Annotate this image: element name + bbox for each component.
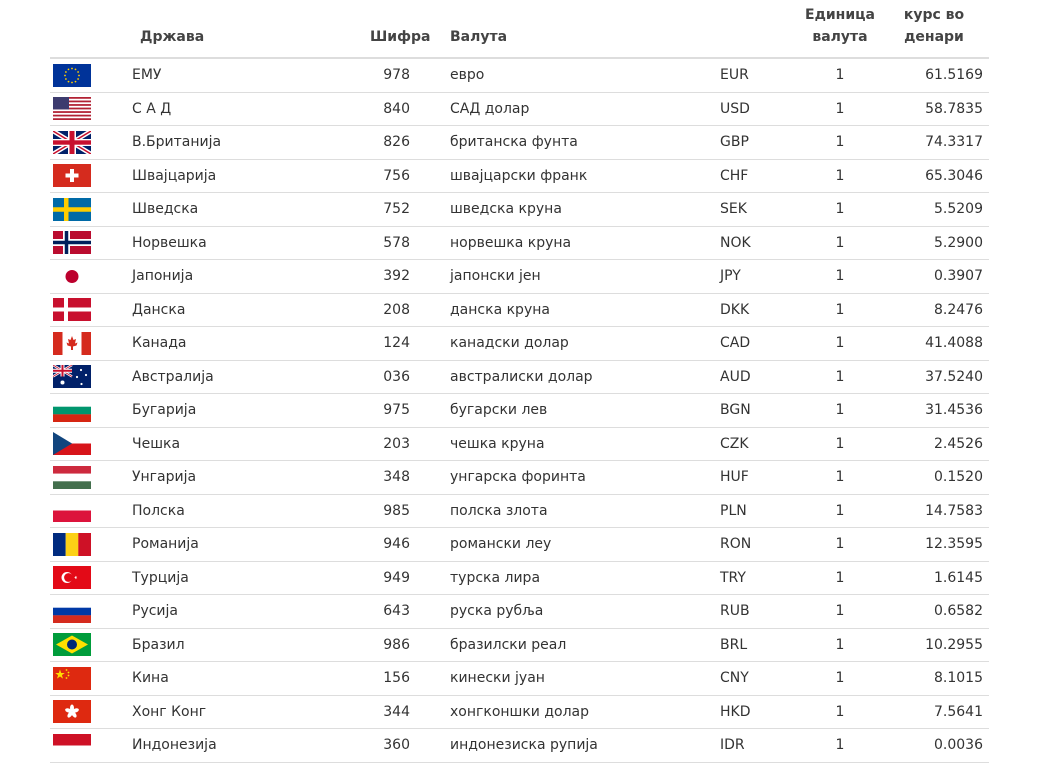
- iso-cell: EUR: [720, 58, 795, 92]
- header-iso: [720, 0, 795, 58]
- table-row: [50, 92, 989, 126]
- table-row: [50, 126, 989, 160]
- iso-cell: NOK: [720, 226, 795, 260]
- country-cell: С А Д: [122, 92, 340, 126]
- unit-cell: 1: [795, 662, 885, 696]
- unit-cell: 1: [795, 628, 885, 662]
- code-cell: 156: [340, 662, 430, 696]
- tr-flag-icon: [53, 566, 91, 589]
- rate-cell: 58.7835: [885, 92, 989, 126]
- rate-cell: 5.2900: [885, 226, 989, 260]
- iso-cell: GBP: [720, 126, 795, 160]
- table-row: [50, 628, 989, 662]
- unit-cell: 1: [795, 427, 885, 461]
- iso-cell: BGN: [720, 394, 795, 428]
- country-cell: Австралија: [122, 360, 340, 394]
- table-row: [50, 729, 989, 763]
- flag-cell: [50, 729, 122, 763]
- unit-cell: 1: [795, 695, 885, 729]
- flag-cell: [50, 58, 122, 92]
- flag-cell: [50, 461, 122, 495]
- code-cell: 124: [340, 327, 430, 361]
- code-cell: 036: [340, 360, 430, 394]
- au-flag-icon: [53, 365, 91, 388]
- unit-cell: 1: [795, 92, 885, 126]
- cn-flag-icon: [53, 667, 91, 690]
- country-cell: Норвешка: [122, 226, 340, 260]
- header-country: Држава: [122, 0, 340, 58]
- code-cell: 986: [340, 628, 430, 662]
- flag-cell: [50, 126, 122, 160]
- header-code: Шифра: [340, 0, 430, 58]
- header-unit: [795, 0, 885, 58]
- rate-cell: 1.6145: [885, 561, 989, 595]
- country-cell: ЕМУ: [122, 58, 340, 92]
- unit-cell: 1: [795, 126, 885, 160]
- rate-cell: 7.5641: [885, 695, 989, 729]
- iso-cell: RON: [720, 528, 795, 562]
- hu-flag-icon: [53, 466, 91, 489]
- table-row: [50, 193, 989, 227]
- iso-cell: DKK: [720, 293, 795, 327]
- country-cell: Чешка: [122, 427, 340, 461]
- unit-cell: 1: [795, 561, 885, 595]
- unit-cell: 1: [795, 360, 885, 394]
- no-flag-icon: [53, 231, 91, 254]
- exchange-rate-table-container: [50, 0, 989, 763]
- table-row: [50, 260, 989, 294]
- unit-cell: 1: [795, 58, 885, 92]
- currency-cell: хонгконшки долар: [430, 695, 720, 729]
- code-cell: 985: [340, 494, 430, 528]
- code-cell: 949: [340, 561, 430, 595]
- currency-cell: романски леу: [430, 528, 720, 562]
- currency-cell: индонезиска рупија: [430, 729, 720, 763]
- eu-flag-icon: [53, 64, 91, 87]
- table-row: [50, 293, 989, 327]
- code-cell: 203: [340, 427, 430, 461]
- rate-cell: 74.3317: [885, 126, 989, 160]
- flag-cell: [50, 92, 122, 126]
- country-cell: Канада: [122, 327, 340, 361]
- unit-cell: 1: [795, 226, 885, 260]
- flag-cell: [50, 293, 122, 327]
- code-cell: 392: [340, 260, 430, 294]
- unit-cell: 1: [795, 260, 885, 294]
- header-rate: [885, 0, 989, 58]
- country-cell: Кина: [122, 662, 340, 696]
- ca-flag-icon: [53, 332, 91, 355]
- country-cell: Јапонија: [122, 260, 340, 294]
- flag-cell: [50, 695, 122, 729]
- code-cell: 752: [340, 193, 430, 227]
- flag-cell: [50, 394, 122, 428]
- table-row: [50, 461, 989, 495]
- header-currency: Валута: [430, 0, 720, 58]
- currency-cell: руска рубља: [430, 595, 720, 629]
- unit-cell: 1: [795, 159, 885, 193]
- table-row: [50, 226, 989, 260]
- iso-cell: SEK: [720, 193, 795, 227]
- currency-cell: евро: [430, 58, 720, 92]
- unit-cell: 1: [795, 461, 885, 495]
- unit-cell: 1: [795, 327, 885, 361]
- rate-cell: 31.4536: [885, 394, 989, 428]
- code-cell: 840: [340, 92, 430, 126]
- iso-cell: BRL: [720, 628, 795, 662]
- currency-cell: норвешка круна: [430, 226, 720, 260]
- country-cell: Шведска: [122, 193, 340, 227]
- iso-cell: TRY: [720, 561, 795, 595]
- unit-cell: 1: [795, 595, 885, 629]
- country-cell: Турција: [122, 561, 340, 595]
- flag-cell: [50, 427, 122, 461]
- flag-cell: [50, 327, 122, 361]
- code-cell: 208: [340, 293, 430, 327]
- unit-cell: 1: [795, 494, 885, 528]
- iso-cell: CAD: [720, 327, 795, 361]
- unit-cell: 1: [795, 293, 885, 327]
- currency-cell: швајцарски франк: [430, 159, 720, 193]
- flag-cell: [50, 494, 122, 528]
- table-row: [50, 360, 989, 394]
- country-cell: Данска: [122, 293, 340, 327]
- unit-cell: 1: [795, 528, 885, 562]
- pl-flag-icon: [53, 499, 91, 522]
- currency-cell: данска круна: [430, 293, 720, 327]
- table-row: [50, 595, 989, 629]
- flag-cell: [50, 260, 122, 294]
- country-cell: Хонг Конг: [122, 695, 340, 729]
- header-rate-line1: курс во: [903, 7, 965, 23]
- iso-cell: RUB: [720, 595, 795, 629]
- currency-cell: турска лира: [430, 561, 720, 595]
- country-cell: Швајцарија: [122, 159, 340, 193]
- iso-cell: HUF: [720, 461, 795, 495]
- rate-cell: 0.3907: [885, 260, 989, 294]
- rate-cell: 2.4526: [885, 427, 989, 461]
- iso-cell: JPY: [720, 260, 795, 294]
- currency-cell: јапонски јен: [430, 260, 720, 294]
- flag-cell: [50, 193, 122, 227]
- header-rate-line2: денари: [904, 29, 964, 45]
- gb-flag-icon: [53, 131, 91, 154]
- header-row: [50, 0, 989, 58]
- rate-cell: 61.5169: [885, 58, 989, 92]
- flag-cell: [50, 226, 122, 260]
- code-cell: 756: [340, 159, 430, 193]
- code-cell: 826: [340, 126, 430, 160]
- currency-cell: полска злота: [430, 494, 720, 528]
- flag-cell: [50, 528, 122, 562]
- iso-cell: IDR: [720, 729, 795, 763]
- flag-cell: [50, 159, 122, 193]
- iso-cell: CHF: [720, 159, 795, 193]
- rate-cell: 41.4088: [885, 327, 989, 361]
- unit-cell: 1: [795, 193, 885, 227]
- country-cell: Полска: [122, 494, 340, 528]
- iso-cell: PLN: [720, 494, 795, 528]
- header-unit-line1: Единица: [805, 7, 875, 23]
- currency-cell: бразилски реал: [430, 628, 720, 662]
- currency-cell: шведска круна: [430, 193, 720, 227]
- flag-cell: [50, 360, 122, 394]
- country-cell: Бразил: [122, 628, 340, 662]
- iso-cell: AUD: [720, 360, 795, 394]
- currency-cell: британска фунта: [430, 126, 720, 160]
- ru-flag-icon: [53, 600, 91, 623]
- country-cell: Унгарија: [122, 461, 340, 495]
- iso-cell: HKD: [720, 695, 795, 729]
- code-cell: 978: [340, 58, 430, 92]
- table-row: [50, 561, 989, 595]
- currency-cell: унгарска форинта: [430, 461, 720, 495]
- table-row: [50, 394, 989, 428]
- table-row: [50, 159, 989, 193]
- iso-cell: USD: [720, 92, 795, 126]
- currency-cell: чешка круна: [430, 427, 720, 461]
- currency-cell: австралиски долар: [430, 360, 720, 394]
- currency-cell: САД долар: [430, 92, 720, 126]
- dk-flag-icon: [53, 298, 91, 321]
- rate-cell: 14.7583: [885, 494, 989, 528]
- table-row: [50, 528, 989, 562]
- currency-cell: бугарски лев: [430, 394, 720, 428]
- flag-cell: [50, 628, 122, 662]
- currency-cell: канадски долар: [430, 327, 720, 361]
- unit-cell: 1: [795, 394, 885, 428]
- code-cell: 643: [340, 595, 430, 629]
- table-row: [50, 695, 989, 729]
- us-flag-icon: [53, 97, 91, 120]
- table-body: [50, 58, 989, 762]
- code-cell: 578: [340, 226, 430, 260]
- exchange-rate-table: [50, 0, 989, 763]
- table-row: [50, 427, 989, 461]
- rate-cell: 8.2476: [885, 293, 989, 327]
- unit-cell: 1: [795, 729, 885, 763]
- rate-cell: 5.5209: [885, 193, 989, 227]
- code-cell: 348: [340, 461, 430, 495]
- table-row: [50, 327, 989, 361]
- currency-cell: кинески јуан: [430, 662, 720, 696]
- country-cell: Бугарија: [122, 394, 340, 428]
- flag-cell: [50, 595, 122, 629]
- country-cell: Русија: [122, 595, 340, 629]
- br-flag-icon: [53, 633, 91, 656]
- id-flag-icon: [53, 734, 91, 757]
- rate-cell: 0.1520: [885, 461, 989, 495]
- ro-flag-icon: [53, 533, 91, 556]
- bg-flag-icon: [53, 399, 91, 422]
- rate-cell: 37.5240: [885, 360, 989, 394]
- flag-cell: [50, 662, 122, 696]
- rate-cell: 12.3595: [885, 528, 989, 562]
- se-flag-icon: [53, 198, 91, 221]
- header-unit-line2: валута: [812, 29, 868, 45]
- table-row: [50, 494, 989, 528]
- table-header: [50, 0, 989, 58]
- code-cell: 344: [340, 695, 430, 729]
- ch-flag-icon: [53, 164, 91, 187]
- country-cell: Индонезија: [122, 729, 340, 763]
- code-cell: 975: [340, 394, 430, 428]
- country-cell: В.Британија: [122, 126, 340, 160]
- jp-flag-icon: [53, 265, 91, 288]
- hk-flag-icon: [53, 700, 91, 723]
- iso-cell: CNY: [720, 662, 795, 696]
- header-flag: [50, 0, 122, 58]
- table-row: [50, 662, 989, 696]
- flag-cell: [50, 561, 122, 595]
- iso-cell: CZK: [720, 427, 795, 461]
- rate-cell: 65.3046: [885, 159, 989, 193]
- code-cell: 360: [340, 729, 430, 763]
- rate-cell: 8.1015: [885, 662, 989, 696]
- rate-cell: 10.2955: [885, 628, 989, 662]
- rate-cell: 0.6582: [885, 595, 989, 629]
- table-row: [50, 58, 989, 92]
- country-cell: Романија: [122, 528, 340, 562]
- rate-cell: 0.0036: [885, 729, 989, 763]
- cz-flag-icon: [53, 432, 91, 455]
- code-cell: 946: [340, 528, 430, 562]
